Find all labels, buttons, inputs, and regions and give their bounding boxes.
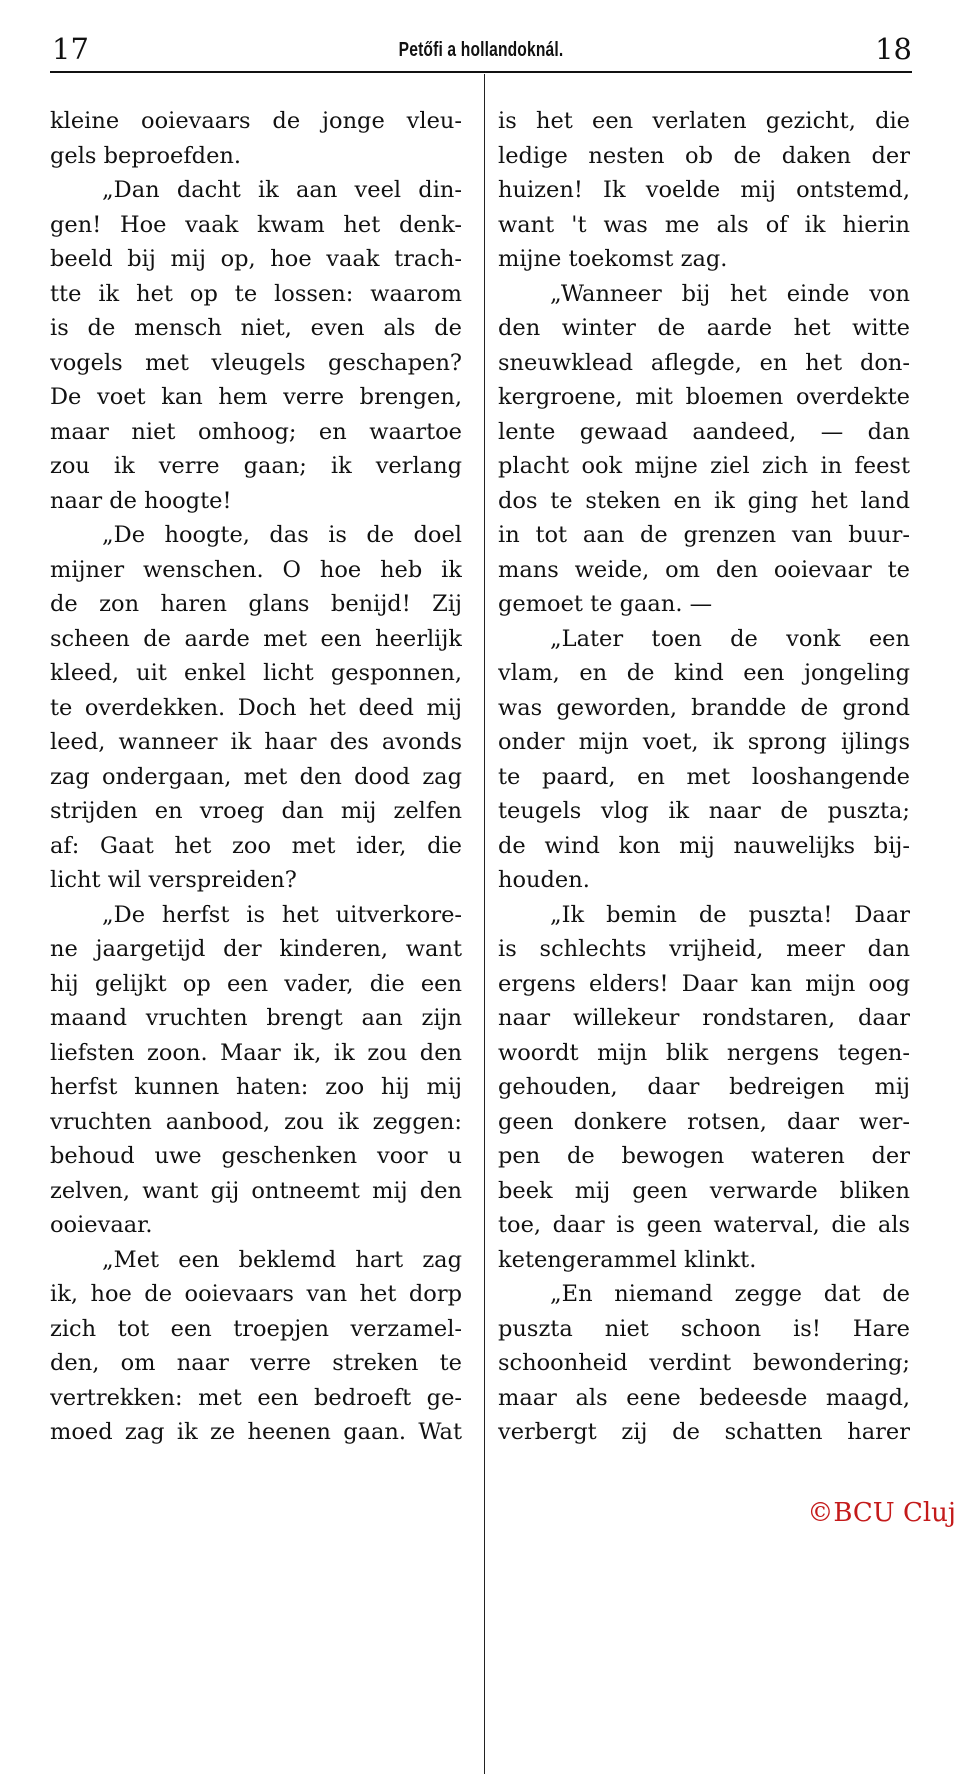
text-line: den winter de aarde het witte	[498, 315, 910, 341]
text-line: is de mensch niet, even als de	[50, 315, 462, 341]
text-line: is het een verlaten gezicht, die	[498, 108, 910, 134]
text-line: „En niemand zegge dat de	[550, 1281, 910, 1307]
text-line: is schlechts vrijheid, meer dan	[498, 936, 910, 962]
left-page-number: 17	[52, 32, 89, 66]
text-line: houden.	[498, 867, 590, 893]
text-line: maand vruchten brengt aan zijn	[50, 1005, 462, 1031]
left-column	[50, 104, 462, 1450]
text-line: gen! Hoe vaak kwam het denk-	[50, 211, 462, 238]
text-line: sneuwklead aflegde, en het don-	[498, 349, 910, 376]
text-line: zag ondergaan, met den dood zag	[50, 763, 462, 790]
text-line: ooievaar.	[50, 1212, 153, 1238]
text-line: mans weide, om den ooievaar te	[498, 556, 910, 583]
text-line: herfst kunnen haten: zoo hij mij	[50, 1074, 462, 1100]
text-line: leed, wanneer ik haar des avonds	[50, 729, 462, 755]
text-line: vlam, en de kind een jongeling	[498, 660, 910, 686]
text-line: ik, hoe de ooievaars van het dorp	[50, 1281, 462, 1307]
text-line: gemoet te gaan. —	[498, 591, 713, 617]
text-line: ne jaargetijd der kinderen, want	[50, 936, 462, 962]
text-line: kleine ooievaars de jonge vleu-	[50, 108, 462, 134]
right-column	[498, 104, 910, 1450]
text-line: de wind kon mij nauwelijks bij-	[498, 832, 910, 859]
text-line: strijden en vroeg dan mij zelfen	[50, 798, 462, 824]
text-line: maar als eene bedeesde maagd,	[498, 1384, 910, 1411]
text-line: „Wanneer bij het einde von	[550, 280, 910, 307]
text-line: De voet kan hem verre brengen,	[50, 384, 462, 410]
text-line: tte ik het op te lossen: waarom	[50, 280, 462, 307]
text-line: zou ik verre gaan; ik verlang	[50, 453, 462, 479]
text-line: vruchten aanbood, zou ik zeggen:	[50, 1108, 462, 1135]
text-line: mijne toekomst zag.	[498, 246, 728, 272]
text-line: moed zag ik ze heenen gaan. Wat	[50, 1419, 462, 1445]
text-line: „De hoogte, das is de doel	[102, 522, 462, 548]
text-line: placht ook mijne ziel zich in feest	[498, 453, 910, 479]
text-line: woordt mijn blik nergens tegen-	[498, 1039, 910, 1066]
text-line: kergroene, mit bloemen overdekte	[498, 384, 910, 410]
text-line: verbergt zij de schatten harer	[498, 1419, 910, 1445]
text-line: te overdekken. Doch het deed mij	[50, 694, 462, 721]
text-line: want 't was me als of ik hierin	[498, 211, 910, 238]
library-watermark: ©BCU Cluj	[807, 1498, 956, 1528]
text-line: af: Gaat het zoo met ider, die	[50, 832, 462, 859]
column-divider	[484, 74, 485, 1774]
text-line: beeld bij mij op, hoe vaak trach-	[50, 246, 462, 272]
text-line: liefsten zoon. Maar ik, ik zou den	[50, 1039, 462, 1066]
text-line: gels beproefden.	[50, 142, 242, 169]
text-line: licht wil verspreiden?	[50, 867, 297, 893]
text-line: onder mijn voet, ik sprong ijlings	[498, 729, 910, 755]
running-title: Petőfi a hollandoknál.	[398, 39, 564, 61]
text-line: beek mij geen verwarde bliken	[498, 1177, 910, 1204]
text-line: lente gewaad aandeed, — dan	[498, 418, 910, 445]
text-line: „Later toen de vonk een	[550, 625, 910, 652]
text-line: „Ik bemin de puszta! Daar	[550, 901, 910, 928]
text-line: gehouden, daar bedreigen mij	[498, 1074, 910, 1100]
text-line: ketengerammel klinkt.	[498, 1246, 757, 1273]
text-line: puszta niet schoon is! Hare	[498, 1315, 910, 1342]
text-line: naar de hoogte!	[50, 487, 232, 514]
text-line: zelven, want gij ontneemt mij den	[50, 1177, 462, 1204]
text-line: was geworden, brandde de grond	[498, 694, 910, 721]
text-line: „De herfst is het uitverkore-	[102, 901, 462, 928]
text-line: maar niet omhoog; en waartoe	[50, 418, 462, 445]
text-line: vertrekken: met een bedroeft ge-	[50, 1384, 462, 1411]
text-line: in tot aan de grenzen van buur-	[498, 522, 910, 548]
text-line: den, om naar verre streken te	[50, 1350, 462, 1376]
text-line: hij gelijkt op een vader, die een	[50, 970, 462, 997]
text-line: toe, daar is geen waterval, die als	[498, 1212, 910, 1238]
text-line: teugels vlog ik naar de puszta;	[498, 798, 910, 824]
text-line: scheen de aarde met een heerlijk	[50, 625, 462, 652]
text-line: dos te steken en ik ging het land	[498, 487, 910, 514]
text-line: kleed, uit enkel licht gesponnen,	[50, 660, 462, 686]
text-line: „Met een beklemd hart zag	[102, 1246, 462, 1273]
text-line: ergens elders! Daar kan mijn oog	[498, 970, 910, 997]
text-line: pen de bewogen wateren der	[498, 1143, 910, 1169]
text-line: de zon haren glans benijd! Zij	[50, 591, 462, 617]
right-page-number: 18	[875, 32, 912, 66]
page-header	[50, 30, 912, 70]
text-line: mijner wenschen. O hoe heb ik	[50, 556, 462, 583]
text-line: vogels met vleugels geschapen?	[50, 349, 462, 376]
text-line: geen donkere rotsen, daar wer-	[498, 1108, 910, 1135]
text-line: ledige nesten ob de daken der	[498, 142, 910, 169]
text-line: „Dan dacht ik aan veel din-	[102, 177, 462, 203]
text-line: zich tot een troepjen verzamel-	[50, 1315, 462, 1342]
text-line: schoonheid verdint bewondering;	[498, 1350, 910, 1376]
text-line: behoud uwe geschenken voor u	[50, 1143, 462, 1169]
text-line: huizen! Ik voelde mij ontstemd,	[498, 177, 910, 203]
text-line: naar willekeur rondstaren, daar	[498, 1005, 910, 1031]
header-rule	[50, 71, 912, 73]
text-line: te paard, en met looshangende	[498, 763, 910, 790]
